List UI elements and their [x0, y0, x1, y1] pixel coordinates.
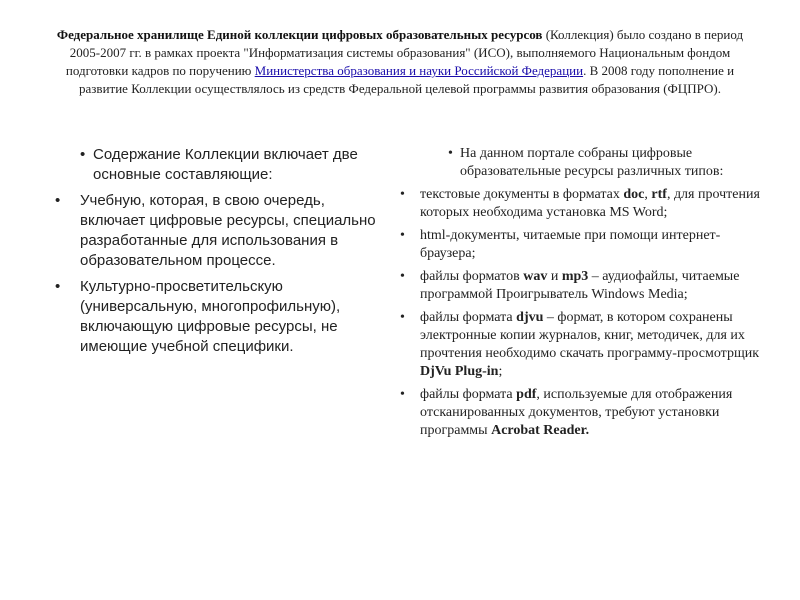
item-text: – аудиофайлы, читаемые программой Проигрыватель Windows Media; — [420, 269, 740, 302]
bullet-icon: • — [448, 146, 453, 161]
bullet-icon: • — [400, 387, 405, 402]
bullet-icon: • — [400, 269, 405, 284]
bold-term: djvu — [516, 310, 544, 325]
list-item — [400, 145, 760, 181]
list-item — [400, 386, 760, 440]
intro-text-2: . В 2008 году пополнение и развитие Коллекции осуществлялось из средств Федеральной целевой программы развития образования (ФЦПРО). — [79, 63, 735, 96]
list-item — [400, 268, 760, 304]
item-text: ; — [498, 364, 503, 379]
list-item — [400, 309, 760, 381]
list-item — [55, 277, 385, 357]
list-item — [400, 227, 760, 263]
left-column — [55, 145, 385, 363]
item-text: Учебную, которая, в свою очередь, включает цифровые ресурсы, специально разработанные для использования в образовательном процессе. — [80, 192, 376, 269]
bullet-icon: • — [400, 187, 405, 202]
right-column — [400, 145, 760, 445]
item-text: , — [644, 187, 652, 202]
item-text: , используемые для отображения отсканированных документов, требуют установки программы — [420, 387, 733, 438]
intro-bold: Федеральное хранилище Единой коллекции цифровых образовательных ресурсов — [56, 27, 543, 42]
bold-term: wav — [523, 269, 548, 284]
item-text: и — [547, 269, 562, 284]
item-text: Содержание Коллекции включает две основные составляющие: — [93, 146, 358, 183]
list-item — [400, 186, 760, 222]
intro-paragraph — [55, 26, 745, 98]
list-item — [55, 145, 385, 185]
item-text: На данном портале собраны цифровые образовательные ресурсы различных типов: — [460, 146, 724, 179]
bold-term: Acrobat Reader. — [491, 423, 590, 438]
bold-term: pdf — [516, 387, 537, 402]
item-text: текстовые документы в форматах — [420, 187, 624, 202]
bold-term: rtf — [651, 187, 667, 202]
item-text: файлы форматов — [420, 269, 524, 284]
item-text: html-документы, читаемые при помощи интернет-браузера; — [420, 228, 721, 261]
item-text: Культурно-просветительскую (универсальную, многопрофильную), включающую цифровые ресурсы, не имеющие учебной специфики. — [80, 278, 341, 355]
list-item — [55, 191, 385, 271]
item-text: файлы формата — [420, 310, 517, 325]
item-text: файлы формата — [420, 387, 517, 402]
bullet-icon: • — [80, 146, 86, 163]
bold-term: mp3 — [561, 269, 589, 284]
bold-term: DjVu Plug-in — [420, 364, 499, 379]
bold-term: doc — [623, 187, 645, 202]
item-text: – формат, в котором сохранены электронные копии журналов, книг, методичек, для их прочтения необходимо скачать программу-просмотрщик — [420, 310, 760, 361]
bullet-icon: • — [400, 228, 405, 243]
bullet-icon: • — [55, 278, 61, 295]
intro-text-1: (Коллекция) было создано в период 2005-2007 гг. в рамках проекта "Информатизация системы образования" (ИСО), выполняемого Национальным фондом подготовки кадров по поручению — [65, 27, 744, 78]
bullet-icon: • — [55, 192, 61, 209]
ministry-link[interactable]: Министерства образования и науки Российской Федерации — [254, 63, 584, 78]
bullet-icon: • — [400, 310, 405, 325]
item-text: , для прочтения которых необходима установка MS Word; — [420, 187, 760, 220]
